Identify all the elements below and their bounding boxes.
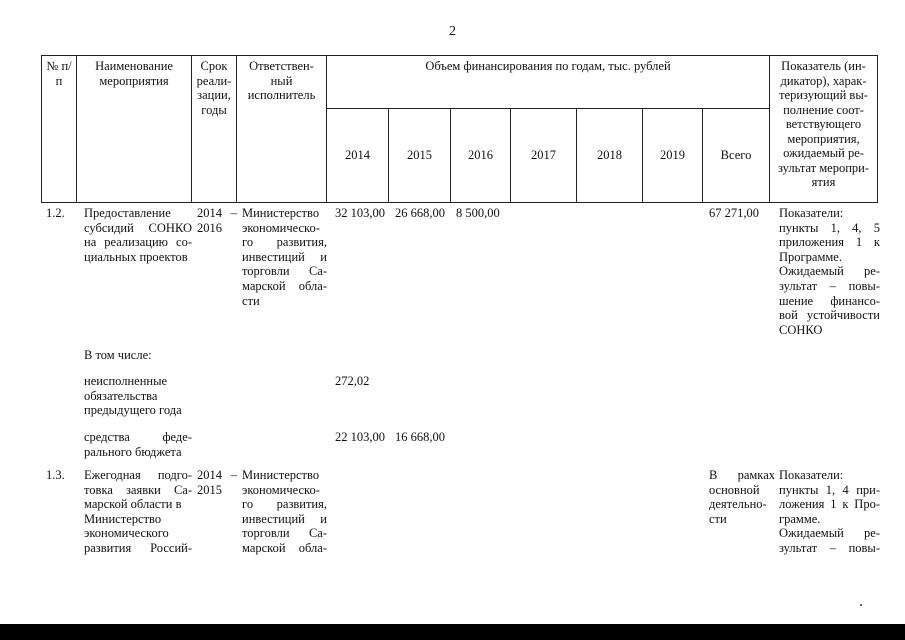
- header-year-2014: 2014: [327, 108, 389, 203]
- header-year-2016: 2016: [451, 108, 511, 203]
- row-1-2-2015: 26 668,00: [395, 206, 445, 220]
- row-1-2-2016: 8 500,00: [456, 206, 500, 220]
- federal-budget-2015: 16 668,00: [395, 430, 445, 444]
- header-name: Наименование мероприятия: [77, 56, 192, 203]
- row-1-3-responsible: Министерство экономическо- го развития, инвестиций и торговли Са- марской обла-: [242, 468, 327, 555]
- row-1-2-term: 2014 – 2016: [197, 206, 237, 235]
- scan-speck: [860, 604, 862, 606]
- row-1-2-num: 1.2.: [46, 206, 65, 220]
- federal-budget-name: средства феде- рального бюджета: [84, 430, 192, 459]
- header-year-2018: 2018: [577, 108, 643, 203]
- header-responsible: Ответствен-ный исполнитель: [237, 56, 327, 203]
- row-1-3-num: 1.3.: [46, 468, 65, 482]
- row-1-2-responsible: Министерство экономическо- го развития, инвестиций и торговли Са- марской обла- сти: [242, 206, 327, 308]
- row-1-3-name: Ежегодная подго- товка заявки Са- марской области в Министерство экономического развития Россий-: [84, 468, 192, 555]
- header-year-2017: 2017: [511, 108, 577, 203]
- row-1-2-name: Предоставление субсидий СОНКО на реализацию со- циальных проектов: [84, 206, 192, 264]
- header-term: Срок реали-зации, годы: [192, 56, 237, 203]
- row-1-3-total: В рамках основной деятельно- сти: [709, 468, 775, 526]
- federal-budget-2014: 22 103,00: [335, 430, 385, 444]
- row-1-2-2014: 32 103,00: [335, 206, 385, 220]
- unpaid-obligations-name: неисполненные обязательства предыдущего года: [84, 374, 182, 418]
- header-table: [41, 55, 878, 203]
- header-year-2019: 2019: [643, 108, 703, 203]
- row-1-2-total: 67 271,00: [709, 206, 759, 220]
- header-total: Всего: [703, 108, 770, 203]
- header-indicator: Показатель (ин-дикатор), харак-теризующий вы-полнение соот-ветствующего мероприятия, ожидаемый ре-зультат меропри-ятия: [770, 56, 878, 203]
- unpaid-obligations-2014: 272,02: [335, 374, 370, 388]
- scan-border-bottom: [0, 624, 905, 640]
- header-year-2015: 2015: [389, 108, 451, 203]
- row-1-2-indicator: Показатели: пункты 1, 4, 5 приложения 1 к Программе. Ожидаемый ре- зультат – повы- шение финансо- вой устойчивости СОНКО: [779, 206, 880, 337]
- page-number: 2: [449, 24, 456, 39]
- header-volume: Объем финансирования по годам, тыс. рублей: [327, 56, 770, 109]
- row-1-3-term: 2014 – 2015: [197, 468, 237, 497]
- header-num: № п/п: [42, 56, 77, 203]
- including-label: В том числе:: [84, 348, 152, 362]
- row-1-3-indicator: Показатели: пункты 1, 4 при- ложения 1 к Про- грамме. Ожидаемый ре- зультат – повы-: [779, 468, 880, 555]
